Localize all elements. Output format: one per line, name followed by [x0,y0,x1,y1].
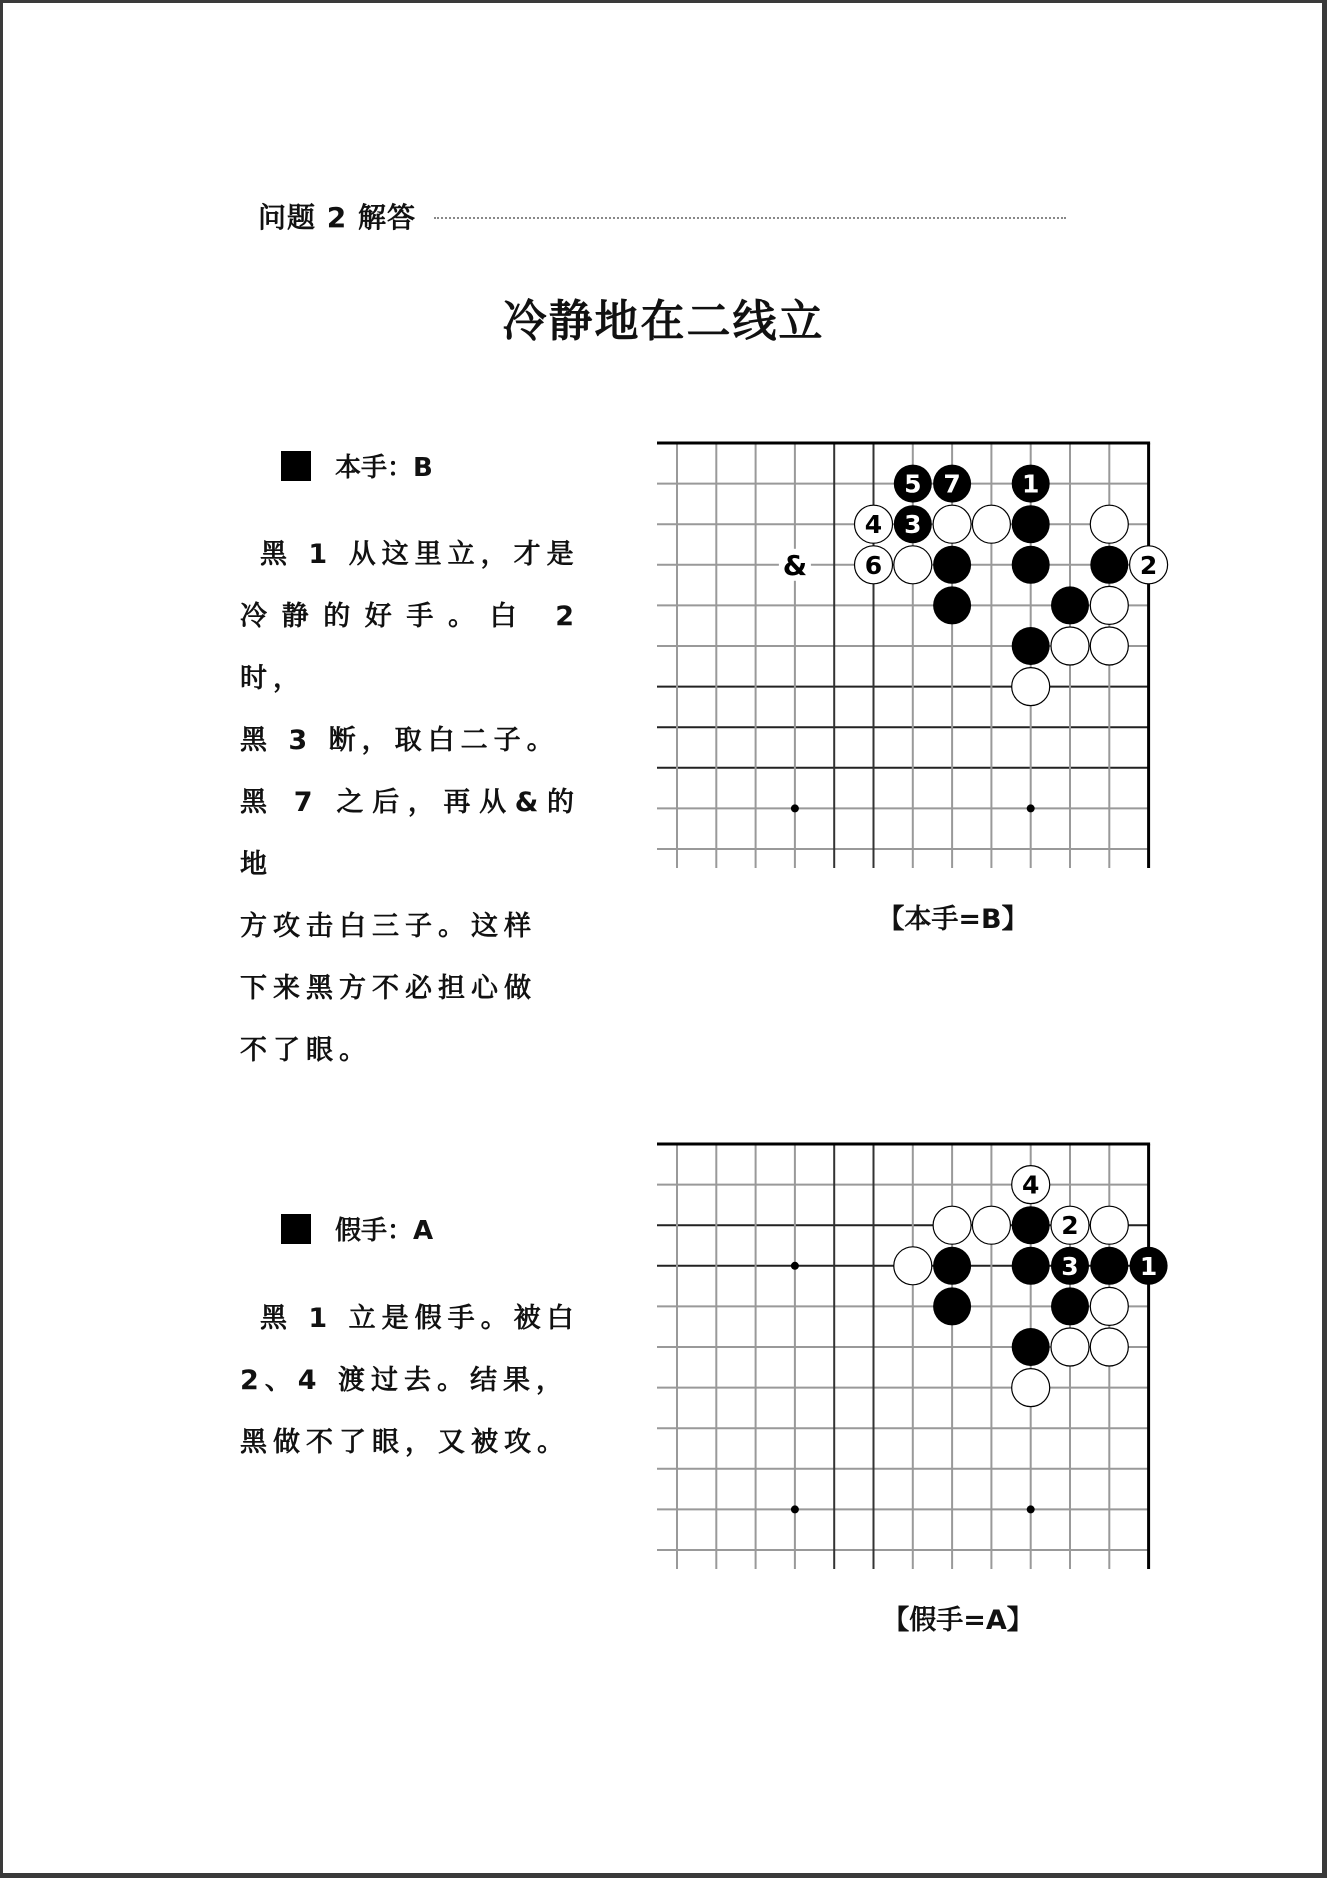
position-marker: & [782,548,808,582]
paragraph-line: 不了眼。 [240,1035,372,1066]
diagram-2-explanation [240,1288,580,1474]
black-stone [1012,1247,1050,1285]
svg-text:1: 1 [1021,469,1040,499]
white-stone [1051,627,1089,665]
white-stone [1012,1166,1050,1204]
svg-text:5: 5 [904,469,922,499]
star-point [1027,1505,1035,1513]
white-stone [1090,627,1128,665]
paragraph-line: 2、4 渡过去。结果， [240,1365,569,1396]
white-stone [1051,1328,1089,1366]
black-square-bullet-icon [281,451,311,481]
white-stone [894,1247,932,1285]
svg-text:2: 2 [1061,1211,1079,1241]
svg-text:4: 4 [864,510,883,540]
white-stone [1090,505,1128,543]
black-stone [1130,1247,1168,1285]
black-stone [933,465,971,503]
go-board-diagram-1 [650,430,1190,880]
go-board-diagram-2 [650,1131,1190,1581]
black-stone [894,465,932,503]
dotted-leader-line [434,217,1066,219]
black-stone [933,1247,971,1285]
page-title: 冷静地在二线立 [502,296,825,347]
black-stone [1012,465,1050,503]
diagram-1-label [281,447,433,484]
white-stone [1090,1206,1128,1244]
diagram-1-caption: 【本手=B】 [877,904,1029,935]
diagram-2-caption: 【假手=A】 [882,1605,1034,1636]
diagram-2-label-text: 假手：A [335,1216,434,1246]
white-stone [1012,1369,1050,1407]
svg-text:4: 4 [1021,1170,1040,1200]
paragraph-line: 黑 7 之后，再从&的地 [240,787,580,880]
paragraph-line: 方攻击白三子。这样 [240,911,537,942]
black-stone [1012,546,1050,584]
svg-text:7: 7 [943,469,961,499]
svg-text:2: 2 [1139,550,1158,580]
white-stone [972,505,1010,543]
svg-text:3: 3 [1061,1251,1079,1281]
black-square-bullet-icon [281,1214,311,1244]
white-stone [855,505,893,543]
black-stone [1090,1247,1128,1285]
white-stone [894,546,932,584]
white-stone [1090,1328,1128,1366]
black-stone [1051,1247,1089,1285]
white-stone [1130,546,1168,584]
star-point [791,1505,799,1513]
black-stone [894,505,932,543]
white-stone [972,1206,1010,1244]
black-stone [1051,1287,1089,1325]
star-point [1027,804,1035,812]
black-stone [1012,627,1050,665]
document-page [3,3,1322,1873]
white-stone [1090,586,1128,624]
white-stone [1090,1287,1128,1325]
paragraph-line: 下来黑方不必担心做 [240,973,537,1004]
paragraph-line: 黑做不了眼，又被攻。 [240,1427,570,1458]
star-point [791,804,799,812]
paragraph-line: 黑 1 立是假手。被白 [260,1303,580,1334]
black-stone [1012,505,1050,543]
white-stone [933,505,971,543]
black-stone [933,1287,971,1325]
section-heading: 问题 2 解答 [258,201,416,234]
white-stone [1012,668,1050,706]
diagram-1-explanation [240,524,580,1082]
black-stone [933,546,971,584]
black-stone [933,586,971,624]
black-stone [1012,1328,1050,1366]
white-stone [855,546,893,584]
svg-text:1: 1 [1139,1251,1158,1281]
white-stone [1051,1206,1089,1244]
paragraph-line: 黑 1 从这里立，才是 [260,539,580,570]
paragraph-line: 冷静的好手。白 2 时， [240,601,580,694]
black-stone [1012,1206,1050,1244]
svg-text:6: 6 [864,550,883,580]
svg-text:3: 3 [904,510,922,540]
diagram-1-label-text: 本手：B [335,453,433,483]
paragraph-line: 黑 3 断，取白二子。 [240,725,560,756]
black-stone [1051,586,1089,624]
star-point [791,1262,799,1270]
white-stone [933,1206,971,1244]
diagram-2-label [281,1210,433,1247]
black-stone [1090,546,1128,584]
